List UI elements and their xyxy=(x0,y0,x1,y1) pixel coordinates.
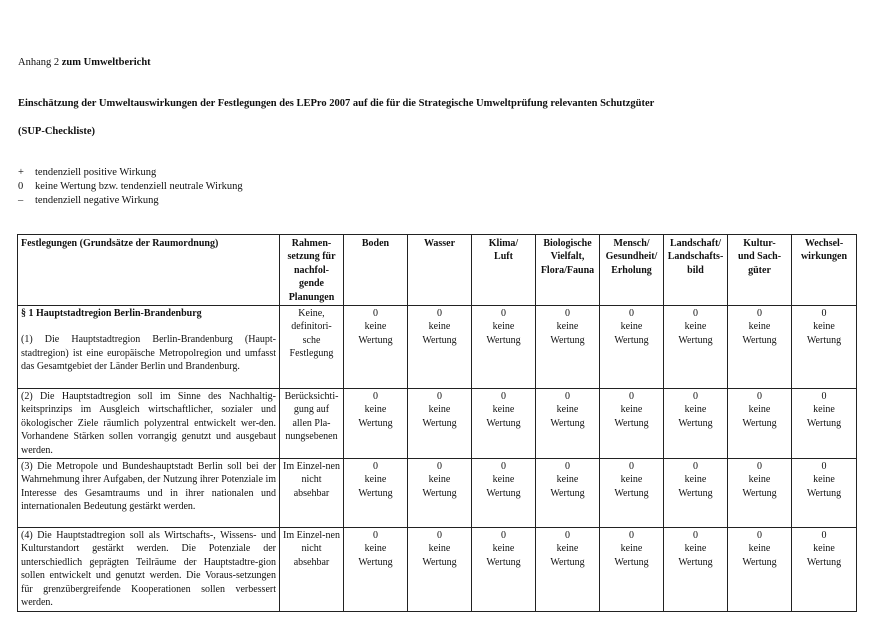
assessment-cell xyxy=(344,389,408,459)
legend-text: keine Wertung bzw. tendenziell neutrale Wirkung xyxy=(35,181,243,192)
assessment-score: 0 xyxy=(757,308,762,320)
measure-header: Festlegungen (Grundsätze der Raumordnung) xyxy=(18,235,280,306)
assessment-text: keine Wertung xyxy=(806,543,842,568)
document-title: Einschätzung der Umweltauswirkungen der Festlegungen des LEPro 2007 auf die für die Strategische Umweltprüfung relevanten Schutzgüter xyxy=(18,98,655,109)
assessment-score: 0 xyxy=(821,530,827,542)
legend-item xyxy=(18,166,243,180)
assessment-text: keine Wertung xyxy=(614,543,649,568)
assessment-cell xyxy=(536,528,600,611)
assessment-text: keine Wertung xyxy=(678,543,713,568)
assessment-text: keine Wertung xyxy=(422,474,457,499)
framework-cell: Im Einzel-nen nicht absehbar xyxy=(280,528,344,611)
measure-cell xyxy=(18,389,280,459)
climate-header: Klima/ Luft xyxy=(472,235,536,306)
assessment-score: 0 xyxy=(629,308,634,320)
framework-header: Rahmen- setzung für nachfol- gende Planungen xyxy=(280,235,344,306)
measure-cell xyxy=(18,528,280,611)
assessment-score: 0 xyxy=(821,391,827,403)
assessment-cell xyxy=(600,459,664,528)
assessment-cell xyxy=(408,459,472,528)
assessment-score: 0 xyxy=(565,391,570,403)
assessment-cell xyxy=(472,528,536,611)
assessment-text: keine Wertung xyxy=(550,543,585,568)
assessment-score: 0 xyxy=(373,391,378,403)
annex-prefix: Anhang 2 xyxy=(18,57,60,68)
annex-suffix: zum Umweltbericht xyxy=(61,57,151,68)
assessment-cell xyxy=(792,389,857,459)
assessment-text: keine Wertung xyxy=(358,543,393,568)
assessment-score: 0 xyxy=(693,391,698,403)
assessment-score: 0 xyxy=(629,391,634,403)
water-header: Wasser xyxy=(408,235,472,306)
assessment-cell xyxy=(664,306,728,389)
assessment-score: 0 xyxy=(437,308,442,320)
measure-cell xyxy=(18,459,280,528)
table-header-row xyxy=(18,235,857,306)
assessment-cell xyxy=(792,459,857,528)
assessment-text: keine Wertung xyxy=(550,474,585,499)
legend-item xyxy=(18,194,243,208)
assessment-text: keine Wertung xyxy=(486,321,521,346)
assessment-score: 0 xyxy=(437,391,442,403)
landscape-header: Landschaft/ Landschafts- bild xyxy=(664,235,728,306)
assessment-text: keine Wertung xyxy=(422,543,457,568)
legend-symbol: – xyxy=(18,195,24,206)
assessment-cell xyxy=(728,306,792,389)
section-title: § 1 Hauptstadtregion Berlin-Brandenburg xyxy=(21,308,202,320)
table-row xyxy=(18,528,857,611)
assessment-text: keine Wertung xyxy=(358,474,393,499)
assessment-text: keine Wertung xyxy=(486,474,521,499)
assessment-score: 0 xyxy=(437,530,442,542)
assessment-text: keine Wertung xyxy=(422,404,457,429)
assessment-text: keine Wertung xyxy=(678,474,713,499)
assessment-cell xyxy=(472,459,536,528)
assessment-score: 0 xyxy=(821,461,827,473)
sup-checklist-table xyxy=(17,234,857,612)
assessment-cell xyxy=(600,389,664,459)
assessment-score: 0 xyxy=(757,530,762,542)
assessment-cell xyxy=(600,528,664,611)
assessment-score: 0 xyxy=(565,461,570,473)
legend-symbol: 0 xyxy=(18,181,24,192)
assessment-cell xyxy=(664,389,728,459)
assessment-text: keine Wertung xyxy=(742,543,777,568)
assessment-text: keine Wertung xyxy=(486,543,521,568)
assessment-cell xyxy=(472,389,536,459)
assessment-score: 0 xyxy=(437,461,442,473)
framework-cell: Keine, definitori-sche Festlegung xyxy=(280,306,344,389)
assessment-cell xyxy=(408,528,472,611)
assessment-text: keine Wertung xyxy=(806,474,842,499)
assessment-score: 0 xyxy=(373,530,378,542)
assessment-cell xyxy=(408,306,472,389)
assessment-score: 0 xyxy=(757,461,762,473)
table-body xyxy=(18,306,857,611)
framework-cell: Berücksichti-gung auf allen Pla-nungsebenen xyxy=(280,389,344,459)
assessment-text: keine Wertung xyxy=(422,321,457,346)
assessment-score: 0 xyxy=(565,530,570,542)
assessment-text: keine Wertung xyxy=(742,474,777,499)
assessment-cell xyxy=(792,306,857,389)
assessment-score: 0 xyxy=(757,391,762,403)
biodiversity-header: Biologische Vielfalt, Flora/Fauna xyxy=(536,235,600,306)
assessment-cell xyxy=(344,528,408,611)
assessment-cell xyxy=(536,389,600,459)
legend-text: tendenziell negative Wirkung xyxy=(35,195,159,206)
assessment-score: 0 xyxy=(565,308,570,320)
measure-text: (1) Die Hauptstadtregion Berlin-Brandenburg (Haupt-stadtregion) ist eine europäische Metropolregion und umfasst das Gesamtgebiet der Länder Berlin und Brandenburg. xyxy=(21,334,276,373)
table-row xyxy=(18,389,857,459)
assessment-score: 0 xyxy=(373,461,378,473)
assessment-score: 0 xyxy=(693,308,698,320)
legend-item xyxy=(18,180,243,194)
soil-header: Boden xyxy=(344,235,408,306)
assessment-score: 0 xyxy=(629,461,634,473)
assessment-score: 0 xyxy=(629,530,634,542)
legend xyxy=(18,166,243,208)
assessment-cell xyxy=(728,528,792,611)
assessment-text: keine Wertung xyxy=(614,321,649,346)
assessment-text: keine Wertung xyxy=(614,474,649,499)
assessment-score: 0 xyxy=(501,308,506,320)
assessment-score: 0 xyxy=(373,308,378,320)
annex-label xyxy=(18,56,151,69)
interaction-header: Wechsel- wirkungen xyxy=(792,235,857,306)
assessment-text: keine Wertung xyxy=(742,404,777,429)
assessment-text: keine Wertung xyxy=(678,404,713,429)
measure-text: (3) Die Metropole und Bundeshauptstadt Berlin soll bei der Wahrnehmung ihrer Aufgaben, der Nutzung ihrer Potenziale im Interesse des Gesamtraums und in ihrer nationalen und internationalen Bedeutung gestärkt werden. xyxy=(21,461,276,513)
assessment-score: 0 xyxy=(501,461,506,473)
assessment-text: keine Wertung xyxy=(742,321,777,346)
assessment-score: 0 xyxy=(501,530,506,542)
assessment-score: 0 xyxy=(693,530,698,542)
assessment-text: keine Wertung xyxy=(614,404,649,429)
assessment-cell xyxy=(664,459,728,528)
assessment-score: 0 xyxy=(693,461,698,473)
assessment-score: 0 xyxy=(501,391,506,403)
assessment-text: keine Wertung xyxy=(358,404,393,429)
assessment-cell xyxy=(664,528,728,611)
assessment-text: keine Wertung xyxy=(550,404,585,429)
legend-text: tendenziell positive Wirkung xyxy=(35,167,157,178)
assessment-text: keine Wertung xyxy=(358,321,393,346)
measure-text: (4) Die Hauptstadtregion soll als Wirtschafts-, Wissens- und Kulturstandort gestärkt werden. Die Potenziale der unterschiedlich geprägten Teilräume der Hauptstadtre-gion sollen entwickelt und genutzt werden. Die Voraus-setzungen für grenzübergreifende Kooperationen sollen verbessert werden. xyxy=(21,530,276,609)
assessment-text: keine Wertung xyxy=(486,404,521,429)
assessment-score: 0 xyxy=(821,308,827,320)
measure-text: (2) Die Hauptstadtregion soll im Sinne des Nachhaltig-keitsprinzips im Ausgleich wirtschaftlicher, sozialer und ökologischer Ziele räumlich polyzentral entwickelt wer-den. Vorhandene Stärken sollen vorrangig genutzt und ausgebaut werden. xyxy=(21,391,276,456)
assessment-cell xyxy=(728,389,792,459)
assessment-cell xyxy=(344,306,408,389)
assessment-cell xyxy=(408,389,472,459)
assessment-text: keine Wertung xyxy=(678,321,713,346)
health-header: Mensch/ Gesundheit/ Erholung xyxy=(600,235,664,306)
assessment-text: keine Wertung xyxy=(806,321,842,346)
document-subtitle: (SUP-Checkliste) xyxy=(18,126,95,137)
framework-cell: Im Einzel-nen nicht absehbar xyxy=(280,459,344,528)
assessment-text: keine Wertung xyxy=(806,404,842,429)
culture-header: Kultur- und Sach- güter xyxy=(728,235,792,306)
table-row xyxy=(18,459,857,528)
legend-symbol: + xyxy=(18,167,24,178)
assessment-cell xyxy=(344,459,408,528)
assessment-text: keine Wertung xyxy=(550,321,585,346)
assessment-cell xyxy=(536,306,600,389)
assessment-cell xyxy=(600,306,664,389)
assessment-cell xyxy=(728,459,792,528)
assessment-cell xyxy=(472,306,536,389)
table-row xyxy=(18,306,857,389)
assessment-cell xyxy=(792,528,857,611)
measure-cell xyxy=(18,306,280,389)
assessment-cell xyxy=(536,459,600,528)
